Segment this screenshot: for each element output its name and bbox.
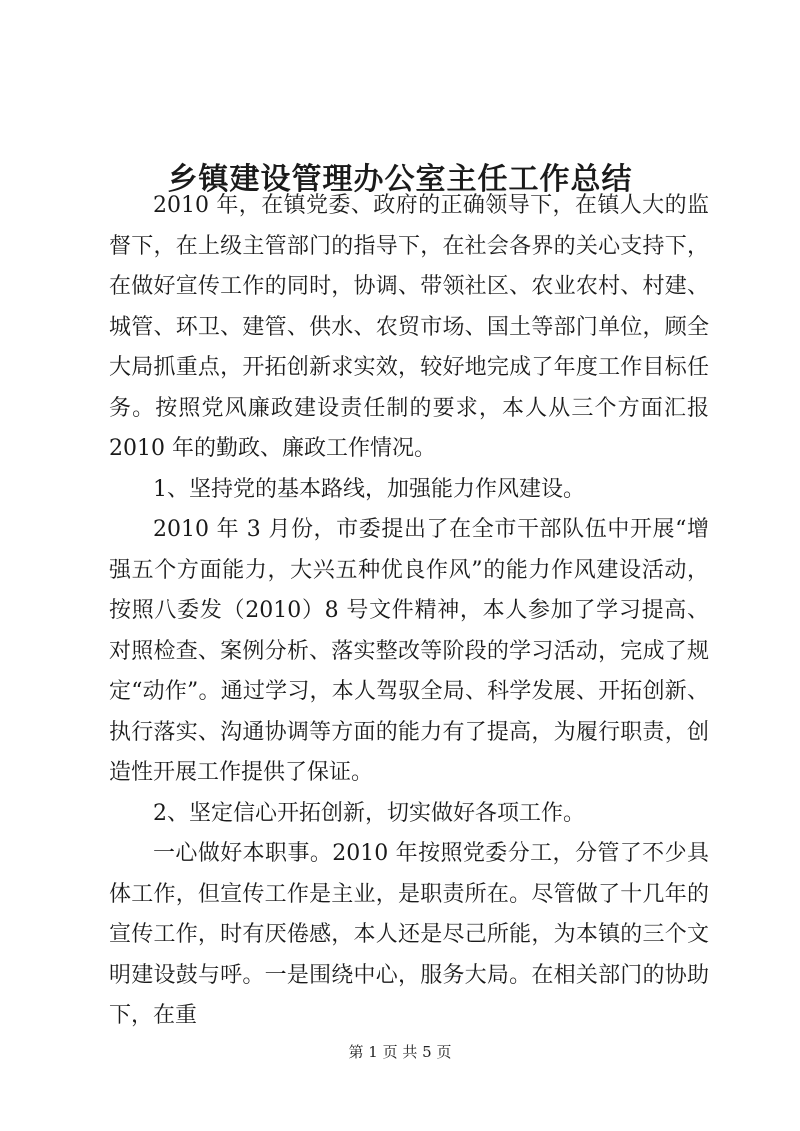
paragraph-section-2: 一心做好本职事。2010 年按照党委分工，分管了不少具体工作，但宣传工作是主业，是职责所在。尽管做了十几年的宣传工作，时有厌倦感，本人还是尽己所能，为本镇的三个文明建设鼓与呼。一是围绕中心，服务大局。在相关部门的协助下，在重 bbox=[109, 841, 709, 1028]
paragraph-section-1: 2010 年 3 月份，市委提出了在全市干部队伍中开展“增强五个方面能力，大兴五种优良作风”的能力作风建设活动，按照八委发（2010）8 号文件精神，本人参加了学习提高、对照检查、案例分析、落实整改等阶段的学习活动，完成了规定“动作”。通过学习，本人驾驭全局、科学发展、开拓创新、执行落实、沟通协调等方面的能力有了提高，为履行职责，创造性开展工作提供了保证。 bbox=[109, 517, 709, 785]
section-heading-1: 1、坚持党的基本路线，加强能力作风建设。 bbox=[153, 476, 585, 502]
section-heading-2: 2、坚定信心开拓创新，切实做好各项工作。 bbox=[153, 800, 585, 826]
document-title: 乡镇建设管理办公室主任工作总结 bbox=[167, 162, 633, 198]
document-body bbox=[109, 186, 709, 1037]
paragraph-intro: 2010 年，在镇党委、政府的正确领导下，在镇人大的监督下，在上级主管部门的指导下，在社会各界的关心支持下，在做好宣传工作的同时，协调、带领社区、农业农村、村建、城管、环卫、建管、供水、农贸市场、国土等部门单位，顾全大局抓重点，开拓创新求实效，较好地完成了年度工作目标任务。按照党风廉政建设责任制的要求，本人从三个方面汇报 2010 年的勤政、廉政工作情况。 bbox=[109, 193, 709, 461]
page-number-footer: 第 1 页 共 5 页 bbox=[348, 1043, 452, 1061]
